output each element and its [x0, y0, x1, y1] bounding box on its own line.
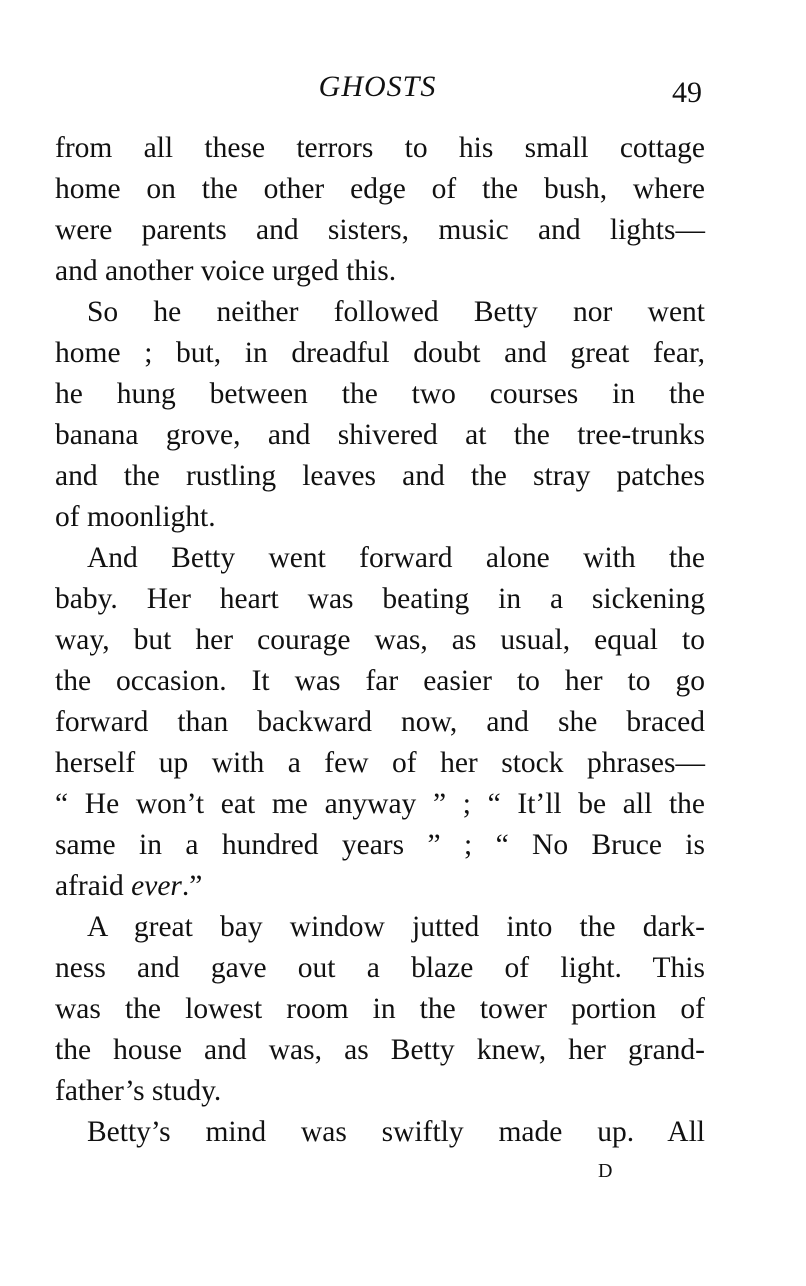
text-line: home on the other edge of the bush, where [55, 173, 705, 205]
text-line: was the lowest room in the tower portion of [55, 993, 705, 1025]
text-line: way, but her courage was, as usual, equal to [55, 624, 705, 656]
text-line: forward than backward now, and she braced [55, 706, 705, 738]
text-line: were parents and sisters, music and lights— [55, 214, 705, 246]
text-line [55, 866, 705, 907]
text-line: he hung between the two courses in the [55, 378, 705, 410]
text-line: from all these terrors to his small cottage [55, 132, 705, 164]
text-line: home ; but, in dreadful doubt and great fear, [55, 337, 705, 369]
emphasized-word: ever [131, 870, 182, 902]
text-line: and another voice urged this. [55, 255, 397, 287]
text-line: ness and gave out a blaze of light. This [55, 952, 705, 984]
running-head [0, 70, 806, 110]
text-line: “ He won’t eat me anyway ” ; “ It’ll be all the [55, 788, 705, 820]
text-line: same in a hundred years ” ; “ No Bruce is [55, 829, 705, 861]
signature-mark: D [598, 1160, 614, 1182]
text-line: A great bay window jutted into the dark- [87, 911, 705, 943]
text-fragment: .” [181, 870, 203, 902]
text-line: herself up with a few of her stock phrases— [55, 747, 705, 779]
text-line: baby. Her heart was beating in a sickening [55, 583, 705, 615]
text-line: banana grove, and shivered at the tree-trunks [55, 419, 705, 451]
text-line: Betty’s mind was swiftly made up. All [87, 1116, 705, 1148]
text-line: And Betty went forward alone with the [87, 542, 705, 574]
text-line: and the rustling leaves and the stray patches [55, 460, 705, 492]
text-line: the occasion. It was far easier to her to go [55, 665, 705, 697]
text-line: father’s study. [55, 1075, 222, 1107]
text-fragment: afraid [55, 870, 132, 902]
text-line: the house and was, as Betty knew, her grand- [55, 1034, 705, 1066]
running-title: GHOSTS [318, 70, 437, 103]
body-text [55, 128, 705, 1153]
text-line: So he neither followed Betty nor went [87, 296, 705, 328]
page-number: 49 [672, 76, 702, 109]
text-line: of moonlight. [55, 501, 216, 533]
